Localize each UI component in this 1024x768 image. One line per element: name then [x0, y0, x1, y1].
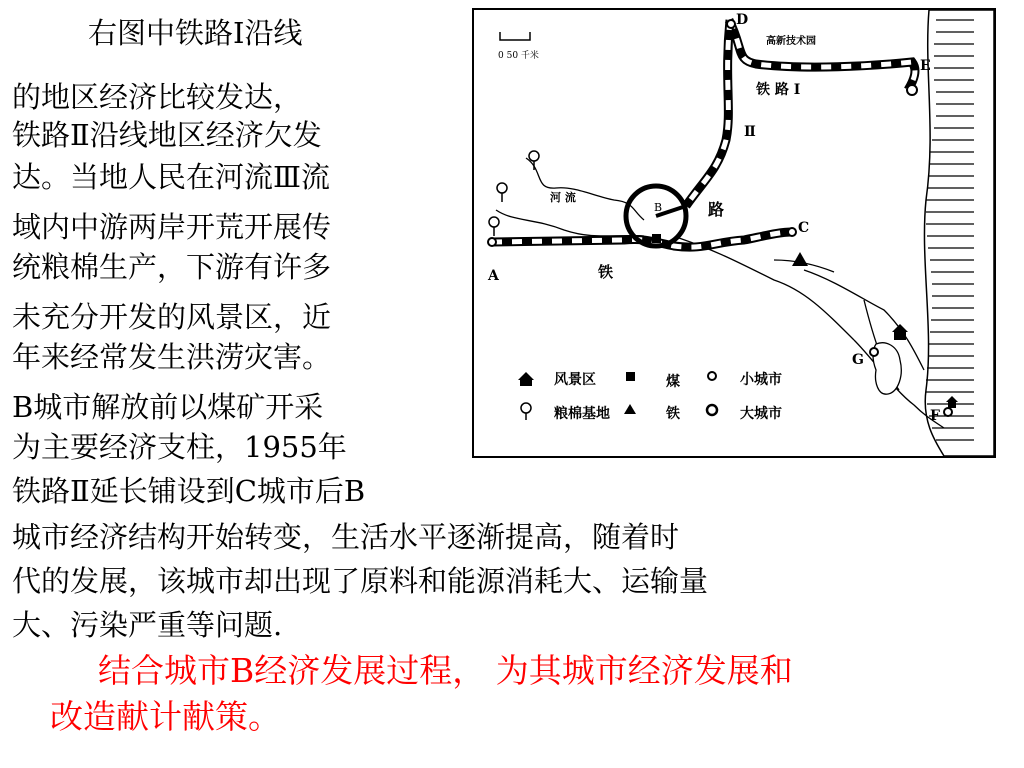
passage-line: 城市经济结构开始转变，生活水平逐渐提高，随着时 — [12, 520, 680, 554]
region-map — [472, 8, 996, 458]
passage-line: 域内中游两岸开荒开展传 — [12, 210, 332, 244]
place-label-e: E — [920, 58, 931, 74]
passage-line: 大、污染严重等问题. — [12, 608, 283, 642]
coal-symbol — [652, 234, 661, 243]
railway-i-label: 铁 路 Ⅰ — [756, 82, 801, 98]
rail-char-lu: 路 — [708, 200, 725, 219]
railway-ii-label: Ⅱ — [744, 124, 756, 140]
question-line: 结合城市B经济发展过程， 为其城市经济发展和 — [98, 651, 793, 690]
place-label-f: F — [930, 408, 940, 424]
map-drawing — [474, 10, 994, 456]
sea-area — [924, 10, 994, 456]
legend-grain-base: 粮棉基地 — [554, 406, 610, 422]
legend-symbols — [518, 372, 717, 420]
place-label-d: D — [736, 12, 749, 28]
legend-iron: 铁 — [666, 406, 680, 422]
passage-line: 为主要经济支柱，1955年 — [12, 430, 347, 464]
legend-large-city: 大城市 — [740, 406, 782, 422]
passage-line: 达。当地人民在河流Ⅲ流 — [12, 160, 330, 194]
passage-line: 未充分开发的风景区，近 — [12, 300, 332, 334]
legend-coal: 煤 — [666, 374, 680, 390]
scale-bar — [500, 32, 530, 40]
passage-line: 统粮棉生产，下游有许多 — [12, 250, 332, 284]
zone-label: 高新技术园 — [766, 36, 816, 47]
place-label-c: C — [798, 220, 810, 236]
passage-line: B城市解放前以煤矿开采 — [12, 390, 324, 424]
passage-line: 右图中铁路Ⅰ沿线 — [88, 16, 303, 50]
passage-line: 铁路Ⅱ延长铺设到C城市后B — [12, 474, 366, 508]
passage-line: 的地区经济比较发达， — [12, 80, 303, 114]
legend-scenic: 风景区 — [554, 372, 596, 388]
iron-symbol — [792, 252, 808, 266]
passage-line: 年来经常发生洪涝灾害。 — [12, 340, 332, 374]
river-label: 河 流 — [550, 191, 576, 204]
place-label-b: B — [654, 201, 663, 214]
rail-char-tie: 铁 — [598, 263, 614, 281]
question-line: 改造献计献策。 — [50, 697, 281, 736]
scale-label: 0 50 千米 — [498, 51, 539, 61]
place-label-g: G — [852, 352, 864, 368]
passage-line: 铁路Ⅱ沿线地区经济欠发 — [12, 118, 322, 152]
passage-line: 代的发展，该城市却出现了原料和能源消耗大、运输量 — [12, 564, 709, 598]
legend-small-city: 小城市 — [740, 372, 782, 388]
place-label-a: A — [488, 268, 499, 284]
